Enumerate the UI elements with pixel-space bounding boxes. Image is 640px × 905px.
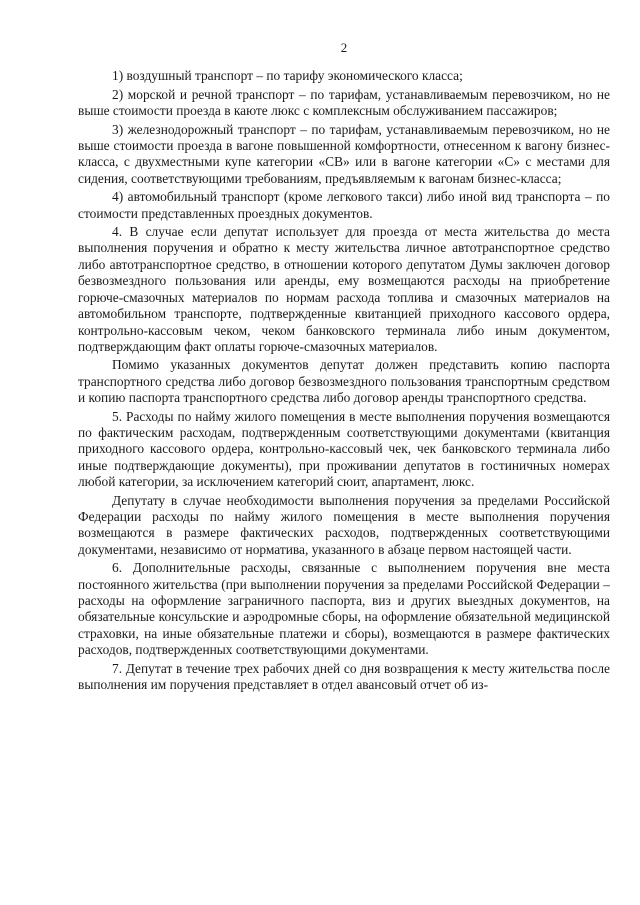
paragraph-section-6: 6. Дополнительные расходы, связанные с выполнением поручения вне места постоянного жительства (при выполнении поручения за пределами Российской Федерации – расходы на оформление заграничного паспорта, виз и других выездных документов, на обязательные консульские и аэродромные сборы, на оформление обязательной медицинской страховки, на иные обязательные платежи и сборы), возмещаются в размере фактических расходов, подтвержденных соответствующими документами. — [78, 560, 610, 658]
paragraph-air-transport: 1) воздушный транспорт – по тарифу экономического класса; — [112, 68, 463, 84]
paragraph-section-7: 7. Депутат в течение трех рабочих дней со дня возвращения к месту жительства после выполнения им поручения представляет в отдел авансовый отчет об из- — [78, 660, 610, 693]
paragraph-section-5-abroad: Депутату в случае необходимости выполнения поручения за пределами Российской Федерации расходы по найму жилого помещения в месте выполнения поручения возмещаются в размере фактических расходов, подтвержденных соответствующими документами, независимо от норматива, указанного в абзаце первом настоящей части. — [78, 492, 610, 557]
paragraph-section-5: 5. Расходы по найму жилого помещения в месте выполнения поручения возмещаются по фактическим расходам, подтвержденным соответствующими документами (квитанция приходного кассового ордера, контрольно-кассовый чек, чек банковского терминала либо иные подтверждающие документы), при проживании депутатов в гостиничных номерах любой категории, за исключением категорий сюит, апартамент, люкс. — [78, 408, 610, 490]
document-page — [78, 40, 610, 695]
paragraph-rail-transport: 3) железнодорожный транспорт – по тарифам, устанавливаемым перевозчиком, но не выше стоимости проезда в вагоне повышенной комфортности, отнесенном к вагону бизнес-класса, с двухместными купе категории «СВ» или в вагоне категории «С» с местами для сидения, соответствующими требованиям, предъявляемым к вагонам бизнес-класса; — [78, 121, 610, 186]
paragraph-section-4-documents: Помимо указанных документов депутат должен представить копию паспорта транспортного средства либо договор безвозмездного пользования транспортным средством и копию паспорта транспортного средства либо договор аренды транспортного средства. — [78, 357, 610, 406]
paragraph-road-transport: 4) автомобильный транспорт (кроме легкового такси) либо иной вид транспорта – по стоимости представленных проездных документов. — [78, 189, 610, 221]
page-number: 2 — [340, 40, 348, 55]
paragraph-sea-river-transport: 2) морской и речной транспорт – по тарифам, устанавливаемым перевозчиком, но не выше стоимости проезда в каюте люкс с комплексным обслуживанием пассажиров; — [78, 86, 610, 119]
paragraph-section-4: 4. В случае если депутат использует для проезда от места жительства до места выполнения поручения и обратно к месту жительства личное автотранспортное средство либо автотранспортное средство, в отношении которого депутатом Думы заключен договор безвозмездного пользования или аренды, ему возмещаются расходы на приобретение горюче-смазочных материалов по нормам расхода топлива и смазочных материалов на автомобильном транспорте, подтвержденные квитанцией приходного кассового ордера, контрольно-кассовым чеком, чеком банковского терминала либо иным документом, подтверждающим факт оплаты горюче-смазочных материалов. — [78, 224, 610, 354]
